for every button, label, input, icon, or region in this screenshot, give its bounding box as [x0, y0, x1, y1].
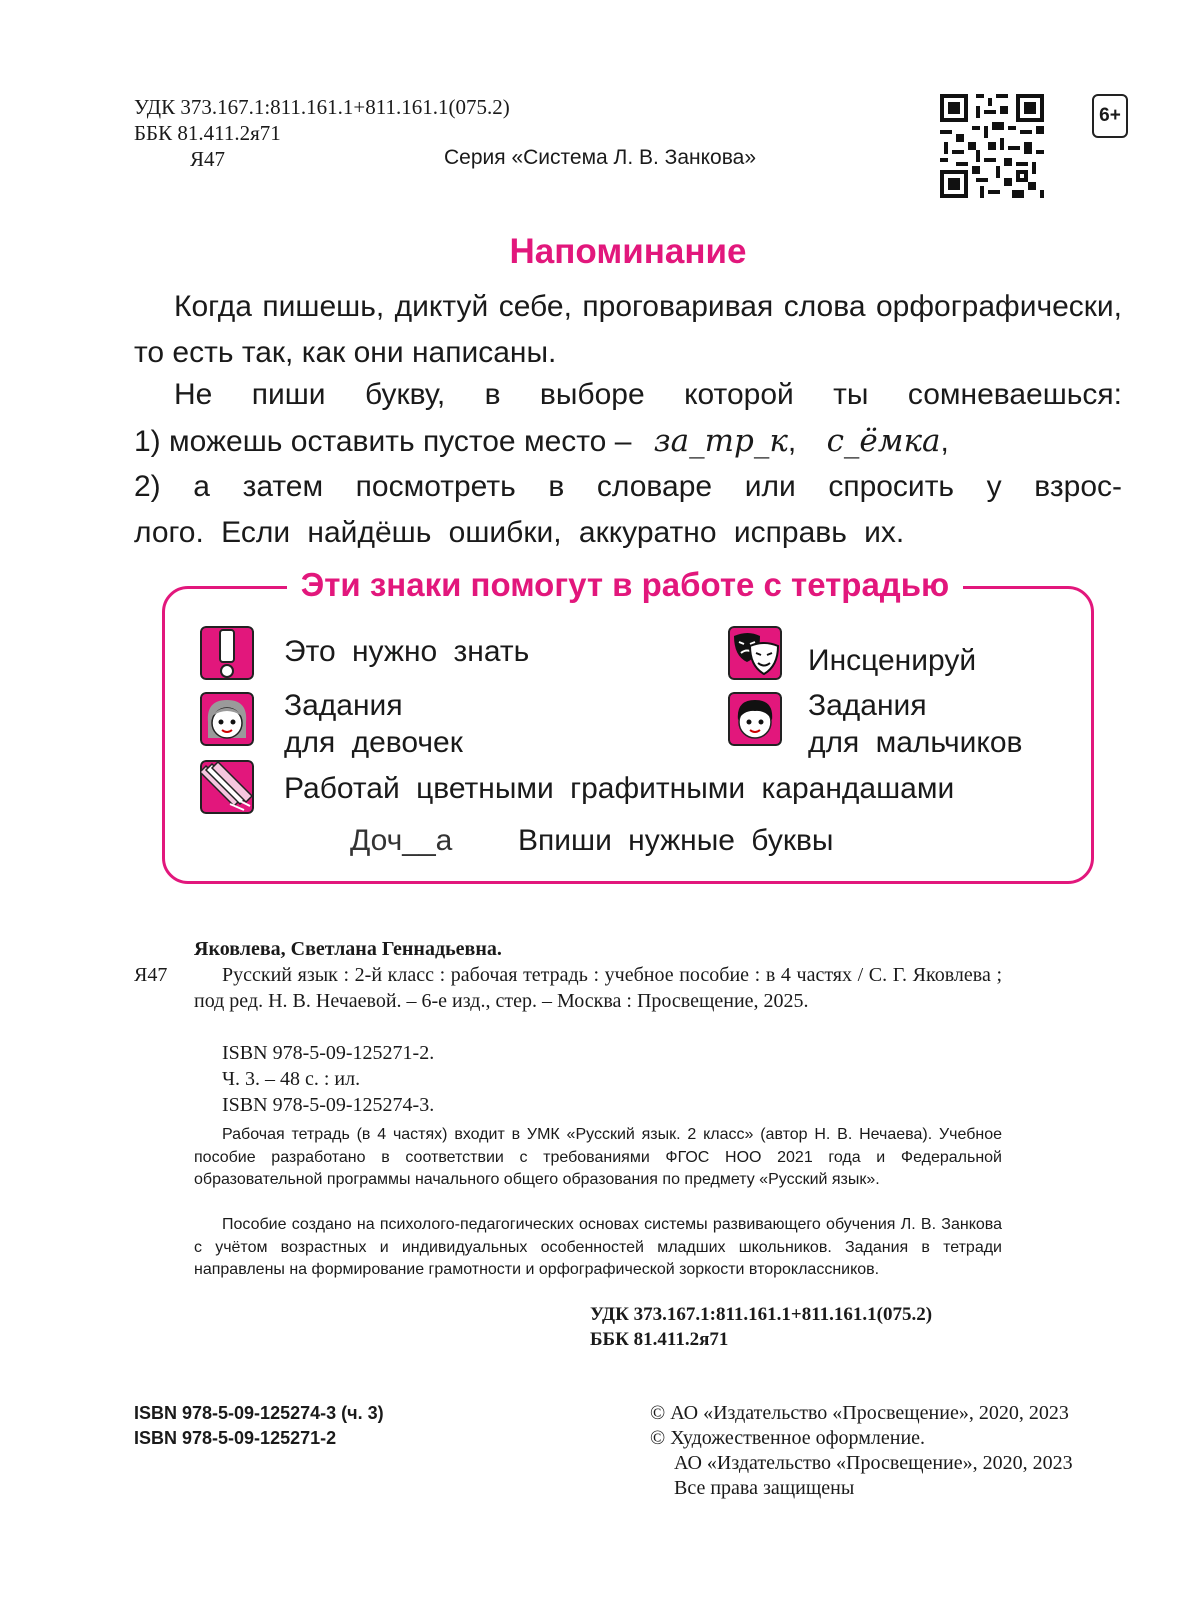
catalog-annotation-1: Рабочая тетрадь (в 4 частях) входит в УМК «Русский язык. 2 класс» (автор Н. В. Нечаева). Учебное пособие разработано в соответствии с требованиями ФГОС НОО 2021 года и Федеральной образовательной программы начального общего образования по предмету «Русский язык».: [194, 1126, 1002, 1188]
signs-legend-title-text: Эти знаки помогут в работе с тетрадью: [287, 566, 963, 603]
header-udk: УДК 373.167.1:811.161.1+811.161.1(075.2): [134, 95, 510, 119]
footer-isbn-part: ISBN 978-5-09-125274-3 (ч. 3): [134, 1403, 384, 1423]
sign-boys-line2: для мальчиков: [808, 726, 1023, 759]
catalog-classification: [590, 1302, 932, 1352]
reminder-title: Напоминание: [509, 232, 747, 271]
sign-act-label: Инсценируй: [808, 644, 977, 677]
pencils-icon: [200, 760, 254, 814]
sign-girls-line2: для девочек: [284, 726, 463, 759]
catalog-code: Я47: [134, 964, 168, 986]
catalog-annotation-2: Пособие создано на психолого-педагогических основах системы развивающего обучения Л. В. Занкова с учётом возрастных и индивидуальных особенностей младших школьников. Задания в тетради направлены на формирование грамотности и орфографической зоркости второклассников.: [194, 1216, 1002, 1278]
catalog-isbn-full: ISBN 978-5-09-125271-2.: [222, 1042, 435, 1064]
footer-copyright-2: © Художественное оформление.: [650, 1427, 926, 1449]
theatre-masks-icon: [728, 626, 782, 680]
footer-copyright: [650, 1401, 1073, 1501]
reminder-p2-line1: Не пиши букву, в выборе которой ты сомневаешься:: [174, 378, 1122, 411]
sign-pencils-label: Работай цветными графитными карандашами: [284, 772, 955, 805]
reminder-p2-line2-text: 1) можешь оставить пустое место –: [134, 425, 632, 458]
header-code: Я47: [190, 147, 226, 171]
age-rating-badge: 6+: [1092, 94, 1128, 138]
footer-copyright-3: АО «Издательство «Просвещение», 2020, 2023: [674, 1452, 1073, 1474]
example-word-1: за_тр_к: [653, 423, 788, 459]
signs-legend-title: [170, 566, 1080, 604]
catalog-author: Яковлева, Светлана Геннадьевна.: [194, 938, 502, 960]
sign-know-label: Это нужно знать: [284, 635, 530, 668]
girl-face-icon: [200, 692, 254, 746]
qr-code-icon[interactable]: [940, 94, 1044, 198]
example-word-2: с_ёмка: [826, 423, 941, 459]
sign-boys-line1: Задания: [808, 689, 927, 722]
reminder-p2-line3: 2) а затем посмотреть в словаре или спросить у взрос-: [134, 470, 1122, 503]
catalog-part: Ч. 3. – 48 с. : ил.: [222, 1068, 361, 1090]
catalog-description: Русский язык : 2-й класс : рабочая тетрадь : учебное пособие : в 4 частях / С. Г. Яковлева ; под ред. Н. В. Нечаевой. – 6-е изд., стер. – Москва : Просвещение, 2025.: [194, 964, 1002, 1012]
footer-rights: Все права защищены: [674, 1477, 855, 1499]
catalog-udk: УДК 373.167.1:811.161.1+811.161.1(075.2): [590, 1304, 933, 1325]
header-bbk: ББК 81.411.2я71: [134, 121, 281, 145]
sign-girls-line1: Задания: [284, 689, 403, 722]
sign-boys-label: [808, 687, 1023, 761]
footer-isbn: [134, 1401, 384, 1451]
series-label: Серия «Система Л. В. Занкова»: [444, 146, 757, 169]
fill-letters-example: Доч__а: [350, 824, 453, 857]
reminder-p2-line4: лого. Если найдёшь ошибки, аккуратно исправь их.: [134, 516, 905, 549]
footer-isbn-full: ISBN 978-5-09-125271-2: [134, 1428, 337, 1448]
reminder-paragraph-1: [134, 284, 1122, 376]
sign-girls-label: [284, 687, 463, 761]
catalog-bbk: ББК 81.411.2я71: [590, 1329, 729, 1350]
footer-copyright-1: © АО «Издательство «Просвещение», 2020, 2023: [650, 1402, 1069, 1424]
exclamation-icon: [200, 626, 254, 680]
reminder-p2-line2: 1) можешь оставить пустое место – за_тр_к, с_ёмка,: [134, 423, 949, 459]
fill-letters-label: Впиши нужные буквы: [518, 824, 834, 857]
catalog-isbn-part: ISBN 978-5-09-125274-3.: [222, 1094, 435, 1116]
boy-face-icon: [728, 692, 782, 746]
reminder-p1-text: Когда пишешь, диктуй себе, проговаривая слова орфографически, то есть так, как они написаны.: [134, 290, 1122, 369]
